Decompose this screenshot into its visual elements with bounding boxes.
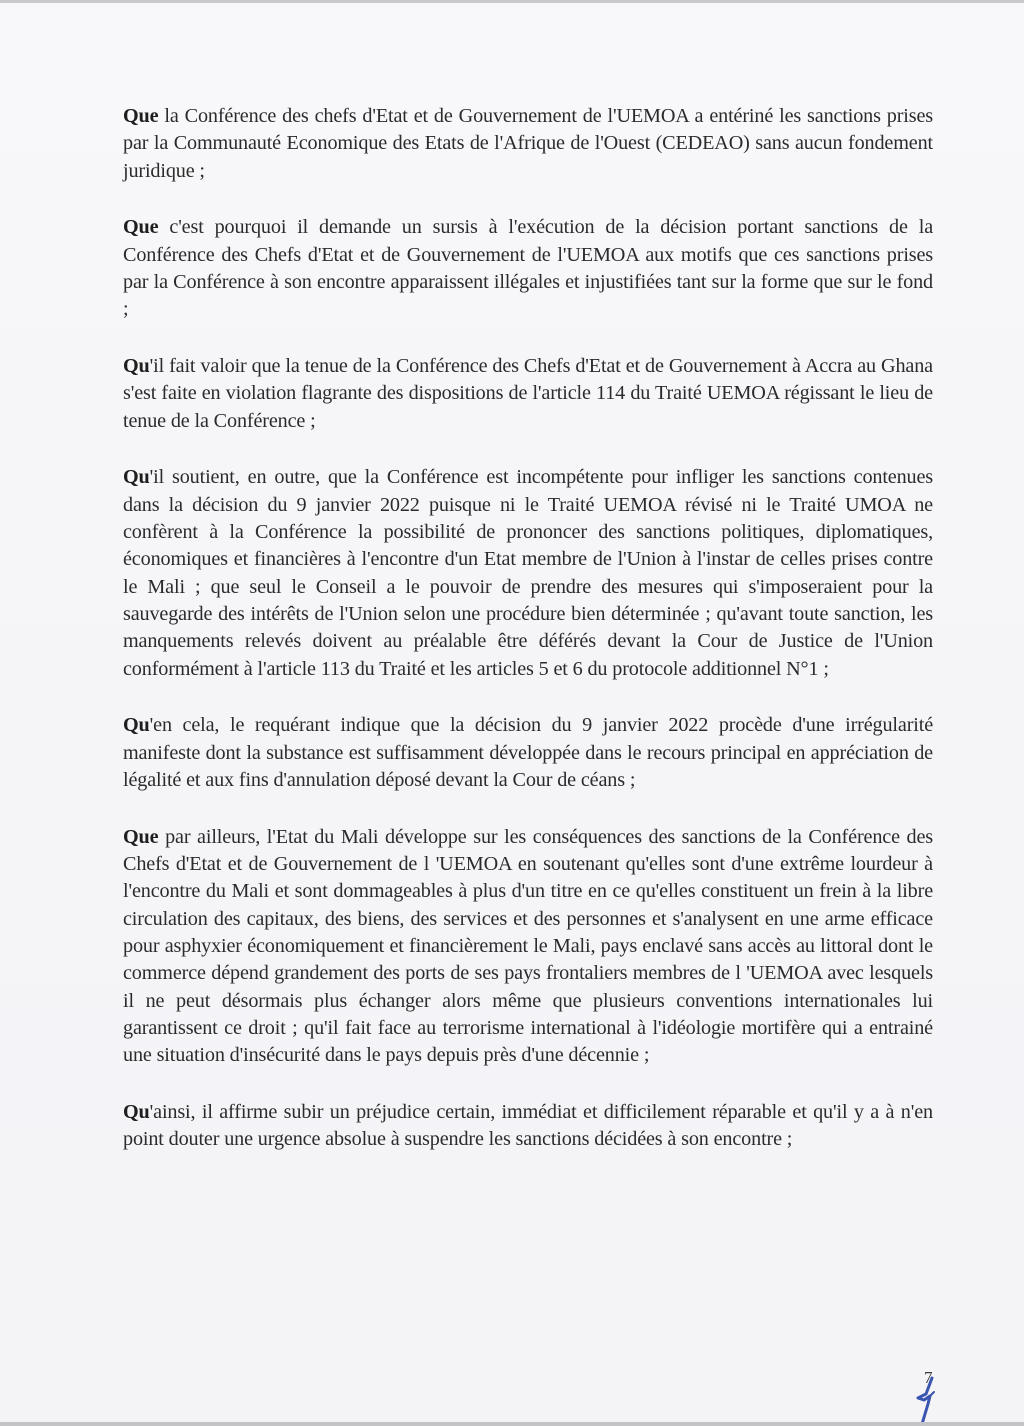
paragraph [123, 464, 933, 682]
scan-top-edge [0, 0, 1024, 3]
paragraph-text: 'en cela, le requérant indique que la décision du 9 janvier 2022 procède d'une irrégularité manifeste dont la substance est suffisamment développée dans le recours principal en appréciation de légalité et aux fins d'annulation déposé devant la Cour de céans ; [123, 714, 933, 791]
paragraph-text: 'ainsi, il affirme subir un préjudice certain, immédiat et difficilement réparable et qu'il y a à n'en point douter une urgence absolue à suspendre les sanctions décidées à son encontre ; [123, 1100, 933, 1151]
document-body [123, 103, 933, 1183]
paragraph [123, 1099, 933, 1154]
paragraph-lead: Que [123, 216, 159, 239]
paragraph-text: 'il soutient, en outre, que la Conférence est incompétente pour infliger les sanctions contenues dans la décision du 9 janvier 2022 puisque ni le Traité UEMOA révisé ni le Traité UMOA ne confèrent à la Conférence la possibilité de prononcer des sanctions politiques, diplomatiques, économiques et financières à l'encontre d'un Etat membre de l'Union à l'instar de celles prises contre le Mali ; que seul le Conseil a le pouvoir de prendre des mesures qui s'imposeraient pour la sauvegarde des intérêts de l'Union selon une procédure bien déterminée ; qu'avant toute sanction, les manquements relevés doivent au préalable être déférés devant la Cour de Justice de l'Union conformément à l'article 113 du Traité et les articles 5 et 6 du protocole additionnel N°1 ; [123, 466, 933, 680]
page-number: 7 [924, 1368, 933, 1387]
handwritten-initials-icon [910, 1374, 946, 1426]
paragraph-lead: Qu [123, 466, 150, 489]
paragraph-lead: Que [123, 825, 159, 848]
paragraph-text: la Conférence des chefs d'Etat et de Gouvernement de l'UEMOA a entériné les sanctions prises par la Communauté Economique des Etats de l'Afrique de l'Ouest (CEDEAO) sans aucun fondement juridique ; [123, 105, 933, 182]
paragraph-lead: Que [123, 105, 159, 127]
paragraph-lead: Qu [123, 714, 150, 737]
paragraph [123, 103, 933, 185]
paragraph-text: c'est pourquoi il demande un sursis à l'exécution de la décision portant sanctions de la Conférence des Chefs d'Etat et de Gouvernement de l'UEMOA aux motifs que ces sanctions prises par la Conférence à son encontre apparaissent illégales et injustifiées tant sur la forme que sur le fond ; [123, 216, 933, 321]
paragraph-text: par ailleurs, l'Etat du Mali développe sur les conséquences des sanctions de la Conférence des Chefs d'Etat et de Gouvernement de l 'UEMOA en soutenant qu'elles sont d'une extrême lourdeur à l'encontre du Mali et sont dommageables à plus d'un titre en ce qu'elles constituent un frein à la libre circulation des capitaux, des biens, des services et des personnes et s'analysent en une arme efficace pour asphyxier économiquement et financièrement le Mali, pays enclavé sans accès au littoral dont le commerce dépend grandement des ports de ses pays frontaliers membres de l 'UEMOA avec lesquels il ne peut désormais plus échanger alors même que plusieurs conventions internationales lui garantissent ce droit ; qu'il fait face au terrorisme international à l'idéologie mortifère qui a entrainé une situation d'insécurité dans le pays depuis près d'une décennie ; [123, 825, 933, 1067]
paragraph [123, 824, 933, 1070]
paragraph-text: 'il fait valoir que la tenue de la Conférence des Chefs d'Etat et de Gouvernement à Accra au Ghana s'est faite en violation flagrante des dispositions de l'article 114 du Traité UEMOA régissant le lieu de tenue de la Conférence ; [123, 355, 933, 432]
scan-bottom-edge [0, 1422, 1024, 1426]
paragraph [123, 712, 933, 794]
paragraph-lead: Qu [123, 355, 150, 378]
paragraph [123, 214, 933, 323]
paragraph [123, 353, 933, 435]
paragraph-lead: Qu [123, 1100, 150, 1123]
